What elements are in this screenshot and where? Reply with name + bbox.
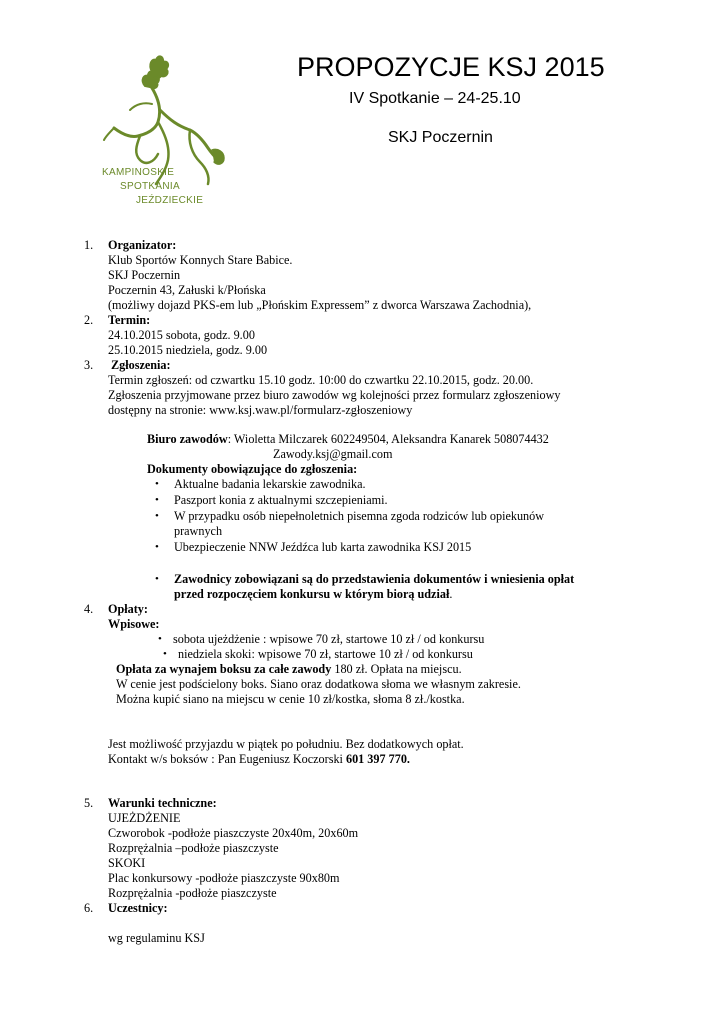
- bullet-icon: •: [158, 633, 162, 645]
- section-number: 4.: [84, 602, 94, 616]
- documents-notice-line-1: Zawodnicy zobowiązani są do przedstawienia dokumentów i wniesienia opłat: [174, 572, 575, 586]
- notice-end: .: [449, 587, 453, 601]
- office-email: Zawody.ksj@gmail.com: [273, 447, 393, 461]
- box-info-line: W cenie jest podścielony boks. Siano oraz dodatkowa słoma we własnym zakresie.: [116, 677, 521, 691]
- notice-text: przed rozpoczęciem konkursu w którym biorą udział: [174, 587, 450, 601]
- bullet-icon: •: [155, 573, 159, 585]
- section-heading: Uczestnicy:: [108, 901, 168, 915]
- logo-line-2: SPOTKANIA: [120, 181, 180, 192]
- entries-line: Zgłoszenia przyjmowane przez biuro zawodów wg kolejności przez formularz zgłoszeniowy: [108, 388, 561, 402]
- section-heading: Termin:: [108, 313, 151, 327]
- documents-notice-line-2: [174, 587, 452, 602]
- technical-line: Plac konkursowy -podłoże piaszczyste 90x80m: [108, 871, 340, 885]
- bullet-icon: •: [155, 510, 159, 522]
- section-number: 3.: [84, 358, 94, 372]
- document-subtitle: IV Spotkanie – 24-25.10: [349, 90, 521, 107]
- document-item: Ubezpieczenie NNW Jeźdźca lub karta zawodnika KSJ 2015: [174, 540, 472, 554]
- section-number: 5.: [84, 796, 94, 810]
- hay-info-line: Można kupić siano na miejscu w cenie 10 zł/kostka, słoma 8 zł./kostka.: [116, 692, 465, 706]
- organizer-line: Klub Sportów Konnych Stare Babice.: [108, 253, 293, 267]
- bullet-icon: •: [155, 478, 159, 490]
- term-line: 24.10.2015 sobota, godz. 9.00: [108, 328, 255, 342]
- organizer-line: (możliwy dojazd PKS-em lub „Płońskim Expressem” z dworca Warszawa Zachodnia),: [108, 298, 532, 312]
- organizer-line: Poczernin 43, Załuski k/Płońska: [108, 283, 266, 297]
- section-number: 2.: [84, 313, 94, 327]
- section-number: 1.: [84, 238, 94, 252]
- section-number: 6.: [84, 901, 94, 915]
- documents-heading: Dokumenty obowiązujące do zgłoszenia:: [147, 462, 358, 476]
- organizer-line: SKJ Poczernin: [108, 268, 181, 282]
- document-title: PROPOZYCJE KSJ 2015: [297, 52, 605, 82]
- entries-line: Termin zgłoszeń: od czwartku 15.10 godz. 10:00 do czwartku 22.10.2015, godz. 20.00.: [108, 373, 534, 387]
- fee-item: sobota ujeżdżenie : wpisowe 70 zł, startowe 10 zł / od konkursu: [173, 632, 485, 646]
- contact-text: Kontakt w/s boksów : Pan Eugeniusz Koczorski: [108, 752, 346, 766]
- competition-office: [147, 432, 549, 447]
- box-contact: [108, 752, 410, 767]
- logo-line-3: JEŹDZIECKIE: [136, 195, 204, 206]
- entry-fee-heading: Wpisowe:: [108, 617, 160, 631]
- document-item: prawnych: [174, 524, 223, 538]
- office-label: Biuro zawodów: [147, 432, 228, 446]
- document-item: Paszport konia z aktualnymi szczepieniami.: [174, 493, 388, 507]
- box-rental: [116, 662, 462, 677]
- section-heading: Warunki techniczne:: [108, 796, 217, 810]
- kampinoskie-spotkania-logo: [100, 50, 235, 220]
- section-heading: Organizator:: [108, 238, 177, 252]
- office-contacts: : Wioletta Milczarek 602249504, Aleksandra Kanarek 508074432: [227, 432, 549, 446]
- section-heading: Opłaty:: [108, 602, 148, 616]
- club-name: SKJ Poczernin: [388, 129, 493, 146]
- technical-line: UJEŻDŻENIE: [108, 811, 181, 825]
- fee-item: niedziela skoki: wpisowe 70 zł, startowe 10 zł / od konkursu: [178, 647, 473, 661]
- bullet-icon: •: [155, 494, 159, 506]
- friday-arrival-info: Jest możliwość przyjazdu w piątek po południu. Bez dodatkowych opłat.: [108, 737, 464, 751]
- box-rental-price: 180 zł. Opłata na miejscu.: [331, 662, 462, 676]
- technical-line: Rozprężalnia –podłoże piaszczyste: [108, 841, 279, 855]
- contact-phone: 601 397 770.: [345, 752, 410, 766]
- logo-text: [100, 166, 235, 208]
- technical-line: Czworobok -podłoże piaszczyste 20x40m, 20x60m: [108, 826, 359, 840]
- document-item: W przypadku osób niepełnoletnich pisemna zgoda rodziców lub opiekunów: [174, 509, 545, 523]
- section-heading: Zgłoszenia:: [111, 358, 171, 372]
- logo-line-1: KAMPINOSKIE: [102, 167, 175, 178]
- term-line: 25.10.2015 niedziela, godz. 9.00: [108, 343, 268, 357]
- box-rental-label: Opłata za wynajem boksu za całe zawody: [116, 662, 332, 676]
- document-item: Aktualne badania lekarskie zawodnika.: [174, 477, 366, 491]
- technical-line: SKOKI: [108, 856, 146, 870]
- bullet-icon: •: [155, 541, 159, 553]
- technical-line: Rozprężalnia -podłoże piaszczyste: [108, 886, 277, 900]
- bullet-icon: •: [163, 648, 167, 660]
- entries-line: dostępny na stronie: www.ksj.waw.pl/formularz-zgłoszeniowy: [108, 403, 413, 417]
- participants-text: wg regulaminu KSJ: [108, 931, 205, 945]
